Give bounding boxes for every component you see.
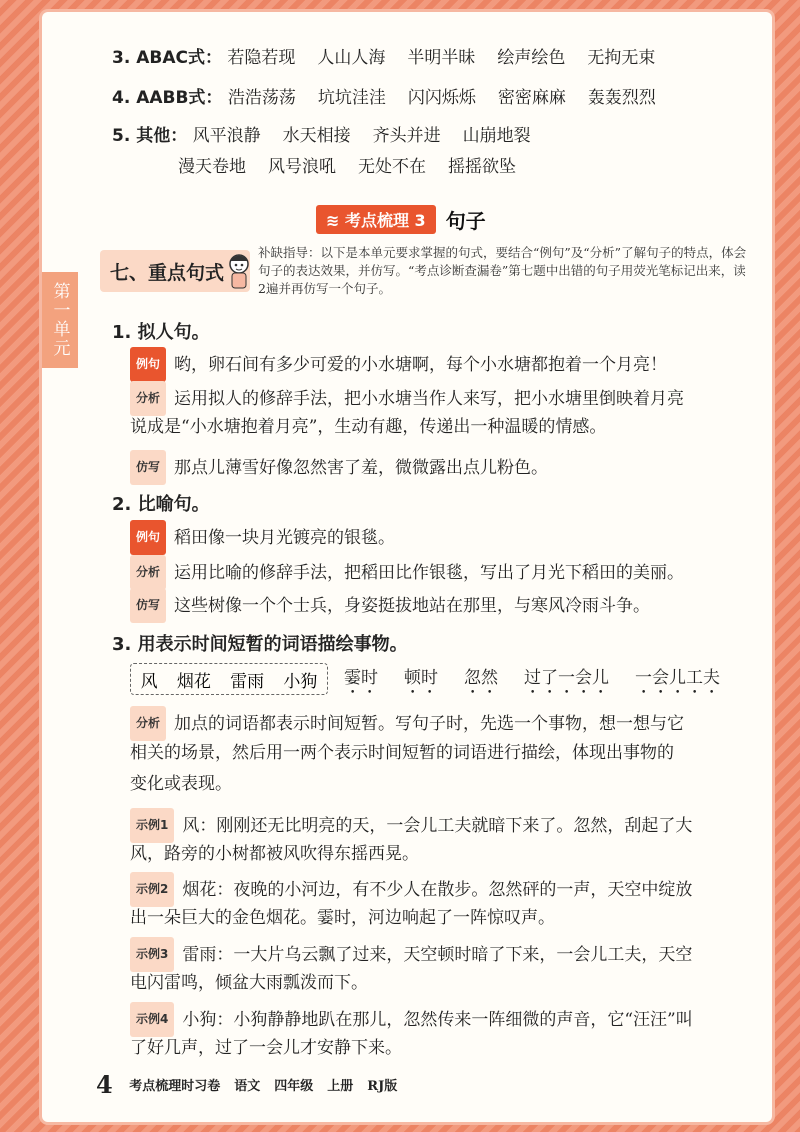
subject-word: 风 (140, 671, 158, 692)
word: 浩浩荡荡 (227, 88, 296, 108)
example-4 (130, 1002, 693, 1037)
analysis-tag: 分析 (130, 381, 166, 416)
word: 风平浪静 (192, 126, 261, 146)
time-word: 忽然 (464, 668, 498, 688)
word: 轰轰烈烈 (587, 88, 656, 108)
word: 山崩地裂 (462, 126, 531, 146)
example-1 (130, 808, 692, 843)
word: 若隐若现 (227, 48, 296, 68)
time-words-analysis-1 (130, 706, 684, 741)
example-text: 小狗：小狗静静地趴在那儿，忽然传来一阵细微的声音，它“汪汪”叫 (182, 1010, 693, 1030)
item-label: 4. AABB式： (112, 88, 223, 108)
metaphor-imitation (130, 588, 650, 623)
subject-word: 雷雨 (230, 671, 265, 692)
section-tag: ≋ 考点梳理 3 (316, 205, 436, 234)
example-3-line2: 电闪雷鸣，倾盆大雨瓢泼而下。 (130, 973, 368, 993)
item-label: 3. ABAC式： (112, 48, 222, 68)
personification-analysis-2: 说成是“小水塘抱着月亮”，生动有趣，传递出一种温暖的情感。 (130, 417, 607, 437)
example-2-line2: 出一朵巨大的金色烟花。霎时，河边响起了一阵惊叹声。 (130, 908, 555, 928)
imitation-text: 这些树像一个个士兵，身姿挺拔地站在那里，与寒风冷雨斗争。 (174, 596, 651, 616)
section-header (316, 205, 486, 234)
example-2 (130, 872, 692, 907)
analysis-text: 运用比喻的修辞手法，把稻田比作银毯，写出了月光下稻田的美丽。 (174, 563, 685, 583)
metaphor-analysis (130, 555, 684, 590)
subject-word: 小狗 (283, 671, 318, 692)
subject-word: 烟花 (176, 671, 211, 692)
example-num-tag: 示例4 (130, 1002, 174, 1037)
item-other-line2 (178, 152, 538, 177)
time-word: 霎时 (344, 668, 378, 688)
word: 半明半昧 (407, 48, 476, 68)
analysis-text: 运用拟人的修辞手法，把小水塘当作人来写，把小水塘里倒映着月亮 (174, 389, 685, 409)
time-words-analysis-3: 变化或表现。 (130, 774, 232, 794)
page-footer (96, 1070, 411, 1099)
item-label: 5. 其他： (112, 126, 188, 146)
example-text: 雷雨：一大片乌云飘了过来，天空顿时暗了下来，一会儿工夫，天空 (182, 945, 693, 965)
section-personification-title: 1. 拟人句。 (112, 322, 210, 343)
word: 摇摇欲坠 (448, 157, 516, 177)
footer-item: 语文 (234, 1079, 261, 1094)
footer-item: 四年级 (274, 1079, 314, 1094)
example-1-line2: 风，路旁的小树都被风吹得东摇西晃。 (130, 844, 419, 864)
analysis-tag: 分析 (130, 555, 166, 590)
word: 风号浪吼 (268, 157, 336, 177)
time-words-analysis-2: 相关的场景，然后用一两个表示时间短暂的词语进行描绘，体现出事物的 (130, 743, 674, 763)
time-word: 过了一会儿 (524, 668, 609, 688)
example-3 (130, 937, 692, 972)
example-text: 烟花：夜晚的小河边，有不少人在散步。忽然砰的一声，天空中绽放 (182, 880, 693, 900)
personification-analysis-1 (130, 381, 684, 416)
word: 密密麻麻 (497, 88, 566, 108)
imitation-tag: 仿写 (130, 588, 166, 623)
word: 齐头并进 (372, 126, 441, 146)
word: 闪闪烁烁 (407, 88, 476, 108)
example-text: 风：刚刚还无比明亮的天，一会儿工夫就暗下来了。忽然，刮起了大 (182, 816, 693, 836)
section-title: 句子 (445, 209, 486, 233)
subject-word-box (130, 663, 328, 695)
imitation-tag: 仿写 (130, 450, 166, 485)
word: 无拘无束 (587, 48, 656, 68)
analysis-text: 加点的词语都表示时间短暂。写句子时，先选一个事物，想一想与它 (174, 714, 685, 734)
item-other (112, 121, 553, 146)
word: 绘声绘色 (497, 48, 566, 68)
word: 水天相接 (282, 126, 351, 146)
personification-imitation (130, 450, 548, 485)
section-time-words-title: 3. 用表示时间短暂的词语描绘事物。 (112, 634, 408, 655)
section-metaphor-title: 2. 比喻句。 (112, 494, 210, 515)
word: 漫天卷地 (178, 157, 246, 177)
key-sentence-title: 七、重点句式 (100, 250, 250, 292)
example-num-tag: 示例1 (130, 808, 174, 843)
word: 人山人海 (317, 48, 386, 68)
footer-item: 考点梳理时习卷 (129, 1079, 221, 1094)
personification-example (130, 347, 667, 382)
tip-text: 补缺指导：以下是本单元要求掌握的句式，要结合“例句”及“分析”了解句子的特点，体会句子的表达效果，并仿写。“考点诊断查漏卷”第七题中出错的句子用荧光笔标记出来，读2遍并再仿写一个句子。 (258, 245, 747, 296)
example-text: 稻田像一块月光镀亮的银毯。 (174, 528, 396, 548)
page-number: 4 (96, 1070, 113, 1099)
footer-item: 上册 (327, 1079, 354, 1094)
word: 坑坑洼洼 (317, 88, 386, 108)
example-tag: 例句 (130, 520, 166, 555)
example-4-line2: 了好几声，过了一会儿才安静下来。 (130, 1038, 402, 1058)
word: 无处不在 (358, 157, 426, 177)
time-word: 一会儿工夫 (635, 668, 720, 688)
example-text: 哟，卵石间有多少可爱的小水塘啊，每个小水塘都抱着一个月亮！ (174, 355, 668, 375)
time-word: 顿时 (404, 668, 438, 688)
metaphor-example (130, 520, 395, 555)
imitation-text: 那点儿薄雪好像忽然害了羞，微微露出点儿粉色。 (174, 458, 549, 478)
item-abac (112, 43, 677, 68)
item-aabb (112, 83, 678, 108)
time-words-row (344, 663, 746, 698)
example-tag: 例句 (130, 347, 166, 382)
cartoon-avatar-icon (226, 252, 252, 290)
analysis-tag: 分析 (130, 706, 166, 741)
example-num-tag: 示例2 (130, 872, 174, 907)
footer-item: RJ版 (367, 1079, 398, 1094)
unit-side-tab: 第一单元 (42, 272, 78, 368)
example-num-tag: 示例3 (130, 937, 174, 972)
